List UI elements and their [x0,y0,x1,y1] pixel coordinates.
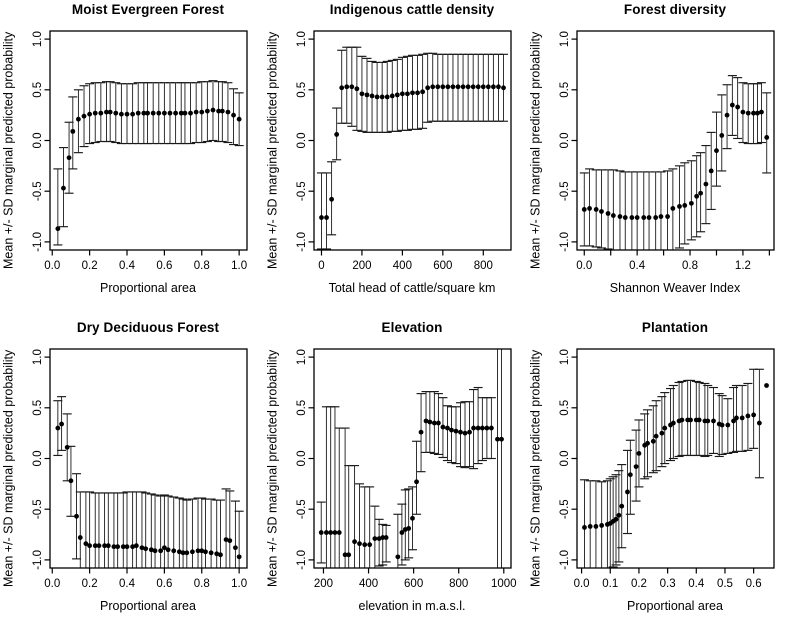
panel-title: Forest diversity [623,2,727,17]
svg-text:-1.0: -1.0 [296,231,309,252]
error-bars [53,81,243,245]
svg-text:0.4: 0.4 [119,260,136,272]
svg-text:800: 800 [473,260,493,272]
svg-text:-0.5: -0.5 [296,181,309,202]
svg-text:0.6: 0.6 [156,260,173,272]
svg-text:0.6: 0.6 [745,578,762,590]
x-axis-ticks [576,250,769,272]
svg-text:400: 400 [358,578,379,590]
svg-text:0.2: 0.2 [630,578,647,590]
x-axis-label: Proportional area [100,599,196,613]
error-bars [580,369,764,568]
svg-text:0.0: 0.0 [296,450,309,467]
svg-text:1.0: 1.0 [32,349,45,366]
mean-points [582,103,769,220]
panel-title: Plantation [641,320,709,335]
svg-text:-0.5: -0.5 [296,499,309,520]
svg-text:200: 200 [352,260,372,272]
y-axis-ticks [32,349,50,570]
y-axis-ticks [32,31,50,252]
y-axis-ticks [296,349,314,570]
svg-text:0.4: 0.4 [119,578,136,590]
svg-text:0.0: 0.0 [32,450,45,467]
svg-text:-1.0: -1.0 [296,549,309,570]
svg-text:0.5: 0.5 [559,399,572,416]
panel-moist-evergreen-forest [0,0,264,318]
y-axis-label: Mean +/- SD marginal predicted probability [528,31,543,269]
svg-text:-1.0: -1.0 [32,231,45,252]
svg-text:-0.5: -0.5 [559,181,572,202]
svg-text:1.0: 1.0 [231,578,248,590]
x-axis-label: Shannon Weaver Index [609,281,741,295]
svg-text:1.2: 1.2 [734,260,751,272]
svg-text:0.2: 0.2 [81,578,98,590]
error-bars [53,397,243,568]
svg-text:0.3: 0.3 [659,578,676,590]
svg-text:1.0: 1.0 [559,31,572,48]
svg-text:0.5: 0.5 [32,81,45,98]
y-axis-label: Mean +/- SD marginal predicted probability [1,31,16,269]
x-axis-ticks [314,568,517,590]
error-bars [317,349,502,568]
svg-text:0.1: 0.1 [602,578,619,590]
svg-text:-0.5: -0.5 [32,499,45,520]
svg-text:0.4: 0.4 [688,578,705,590]
svg-text:0.8: 0.8 [193,260,210,272]
x-axis-label: Total head of cattle/square km [328,281,496,295]
svg-text:-1.0: -1.0 [32,549,45,570]
x-axis-ticks [574,568,762,590]
svg-text:0.5: 0.5 [296,81,309,98]
svg-text:0.0: 0.0 [559,450,572,467]
y-axis-ticks [296,31,314,252]
svg-text:800: 800 [449,578,469,590]
svg-text:1.0: 1.0 [32,31,45,48]
svg-text:-0.5: -0.5 [32,181,45,202]
panel-dry-deciduous-forest [0,318,264,636]
svg-text:0.5: 0.5 [716,578,733,590]
panel-forest-diversity [527,0,791,318]
mean-points [55,108,241,231]
y-axis-label: Mean +/- SD marginal predicted probability [265,31,280,269]
plot-box [577,31,774,250]
svg-text:0.0: 0.0 [576,260,593,272]
svg-text:-1.0: -1.0 [559,549,572,570]
panel-indigenous-cattle-density [264,0,528,318]
panel-title: Dry Deciduous Forest [76,320,220,335]
svg-text:200: 200 [313,578,334,590]
svg-text:0.0: 0.0 [44,578,61,590]
error-bars [580,76,771,250]
svg-text:0.6: 0.6 [156,578,173,590]
plot-canvas [527,318,791,636]
panel-elevation [264,318,528,636]
panel-title: Indigenous cattle density [329,2,495,17]
svg-text:0.5: 0.5 [559,81,572,98]
svg-text:1.0: 1.0 [231,260,248,272]
svg-text:1.0: 1.0 [296,31,309,48]
svg-text:0.0: 0.0 [296,132,309,149]
svg-text:600: 600 [404,578,424,590]
y-axis-ticks [559,31,577,252]
svg-text:0.0: 0.0 [573,578,590,590]
x-axis-ticks [44,250,247,272]
svg-text:0: 0 [318,260,325,272]
svg-text:0.8: 0.8 [193,578,210,590]
svg-text:0.8: 0.8 [682,260,699,272]
y-axis-ticks [559,349,577,570]
svg-text:0.4: 0.4 [629,260,646,272]
svg-text:-0.5: -0.5 [559,499,572,520]
panel-title: Moist Evergreen Forest [71,2,225,17]
svg-text:0.5: 0.5 [32,399,45,416]
error-bars [317,47,508,249]
y-axis-label: Mean +/- SD marginal predicted probability [528,349,543,587]
plot-canvas [0,0,264,318]
plot-box [50,349,247,568]
x-axis-label: elevation in m.a.s.l. [358,599,466,613]
svg-text:0.0: 0.0 [32,132,45,149]
svg-text:600: 600 [433,260,453,272]
svg-text:1000: 1000 [490,578,517,590]
plot-canvas [264,318,528,636]
x-axis-ticks [44,568,247,590]
x-axis-ticks [318,250,493,272]
x-axis-label: Proportional area [627,599,723,613]
svg-text:400: 400 [392,260,412,272]
plot-canvas [0,318,264,636]
svg-text:0.0: 0.0 [44,260,61,272]
panel-title: Elevation [381,320,443,335]
svg-text:-1.0: -1.0 [559,231,572,252]
svg-text:1.0: 1.0 [559,349,572,366]
svg-text:1.0: 1.0 [296,349,309,366]
plot-canvas [527,0,791,318]
y-axis-label: Mean +/- SD marginal predicted probability [265,349,280,587]
panel-plantation [527,318,791,636]
svg-text:0.5: 0.5 [296,399,309,416]
y-axis-label: Mean +/- SD marginal predicted probability [1,349,16,587]
x-axis-label: Proportional area [100,281,196,295]
svg-text:0.0: 0.0 [559,132,572,149]
plot-canvas [264,0,528,318]
svg-text:0.2: 0.2 [81,260,98,272]
mean-points [55,422,241,560]
